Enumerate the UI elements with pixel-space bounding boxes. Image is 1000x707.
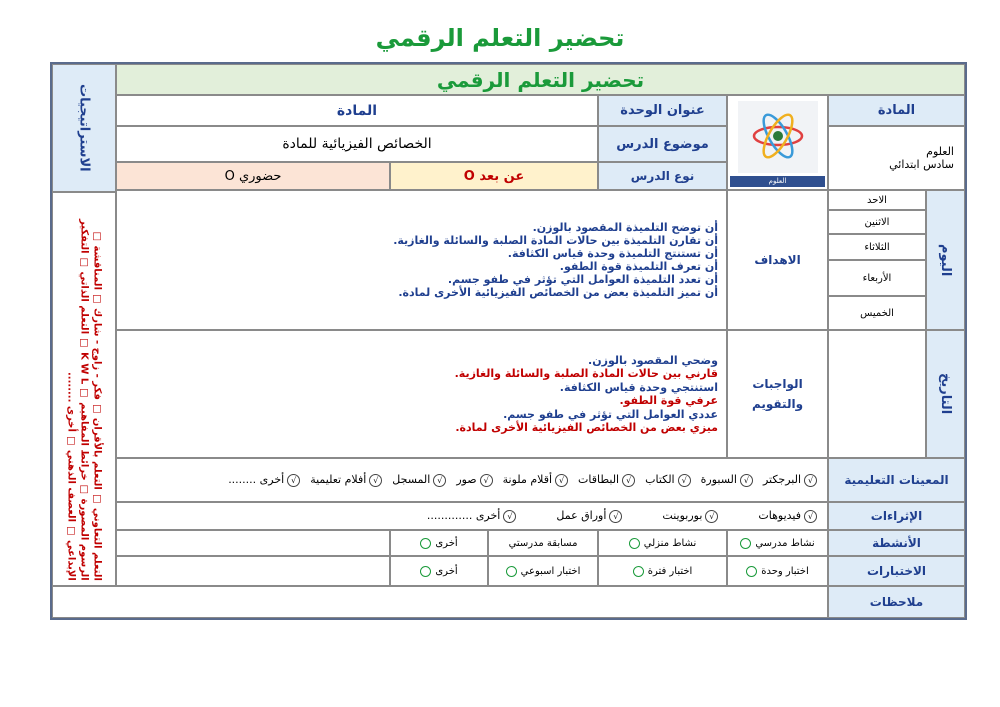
goal-line: أن توضح التلميذة المقصود بالوزن. <box>532 221 718 234</box>
resource-item[interactable]: √البرجكتر <box>763 473 817 487</box>
subject-logo <box>727 95 828 190</box>
homework-label: الواجبات والتقويم <box>727 330 828 458</box>
enrichment-item[interactable]: √بوربوينت <box>662 509 718 523</box>
check-icon: √ <box>609 510 622 523</box>
date-value[interactable] <box>828 330 926 458</box>
resource-item[interactable]: √المسجل <box>392 473 446 487</box>
check-icon: √ <box>433 474 446 487</box>
resource-item[interactable]: √الكتاب <box>645 473 691 487</box>
day-label: اليوم <box>926 190 965 330</box>
enrichment-label: الإثراءات <box>828 502 965 530</box>
unit-value: المادة <box>116 95 598 126</box>
check-icon: √ <box>804 474 817 487</box>
homework-line: عرفي قوة الطفو. <box>619 394 718 407</box>
enrichment-item[interactable]: √أخرى ............. <box>427 509 517 523</box>
check-icon: √ <box>503 510 516 523</box>
activities-label: الأنشطة <box>828 530 965 556</box>
day-item-thursday[interactable]: الخميس <box>828 296 926 330</box>
goals-content <box>116 190 727 330</box>
resources-list <box>116 458 828 502</box>
lesson-topic-label: موضوع الدرس <box>598 126 727 162</box>
resource-item[interactable]: √البطاقات <box>578 473 635 487</box>
test-item-unit[interactable]: اختبار وحدة <box>727 556 828 586</box>
page-title: تحضير التعلم الرقمي <box>375 24 625 52</box>
test-blank <box>116 556 390 586</box>
activity-item-competition[interactable]: مسابقة مدرستي <box>488 530 598 556</box>
homework-content <box>116 330 727 458</box>
strategies-list: التعلم التعاوني □ التعلم بالأقران □ فكر - زاوج - شارك □ المناقشة □ الرسوم المصورة □ خرائط المفاهيم □ K W L □ التعلم الذاتي □ التفكير الإبداعي □ العصف الذهني □ أخرى ........ <box>52 192 116 586</box>
test-item-weekly[interactable]: اختبار اسبوعي <box>488 556 598 586</box>
resource-item[interactable]: √أفلام تعليمية <box>310 473 382 487</box>
lesson-topic-value: الخصائص الفيزيائية للمادة <box>116 126 598 162</box>
notes-field[interactable] <box>52 586 828 618</box>
subject-value: العلوم سادس ابتدائي <box>828 126 965 190</box>
goal-line: أن تعدد التلميذة العوامل التي تؤثر في طفو جسم. <box>447 273 718 286</box>
test-item-term[interactable]: اختبار فترة <box>598 556 727 586</box>
resource-item[interactable]: √أخرى ........ <box>228 473 300 487</box>
resource-item[interactable]: √صور <box>456 473 492 487</box>
atom-icon <box>748 106 808 166</box>
banner-title: تحضير التعلم الرقمي <box>116 64 965 95</box>
resource-item[interactable]: √السبورة <box>701 473 753 487</box>
check-icon: √ <box>804 510 817 523</box>
lesson-type-label: نوع الدرس <box>598 162 727 190</box>
homework-line: عددي العوامل التي تؤثر في طفو جسم. <box>503 407 718 421</box>
homework-line: ميزي بعض من الخصائص الفيزيائية الأخرى لمادة. <box>455 421 718 434</box>
enrichment-item[interactable]: √فيديوهات <box>758 509 817 523</box>
goal-line: أن تستنتج التلميذة وحدة قياس الكثافة. <box>507 247 718 260</box>
tests-label: الاختبارات <box>828 556 965 586</box>
remote-option[interactable]: عن بعد O <box>390 162 598 190</box>
check-icon: √ <box>622 474 635 487</box>
check-icon: √ <box>369 474 382 487</box>
logo-caption-bar: العلوم <box>730 176 825 187</box>
homework-line: قارني بين حالات المادة الصلبة والسائلة والغازية. <box>454 367 718 380</box>
presence-option[interactable]: حضوري O <box>116 162 390 190</box>
activity-item-other[interactable]: أخرى <box>390 530 488 556</box>
day-item-monday[interactable]: الاثنين <box>828 210 926 234</box>
check-icon: √ <box>678 474 691 487</box>
resources-label: المعينات التعليمية <box>828 458 965 502</box>
activity-item-school[interactable]: نشاط مدرسي <box>727 530 828 556</box>
check-icon: √ <box>705 510 718 523</box>
activity-blank <box>116 530 390 556</box>
unit-label: عنوان الوحدة <box>598 95 727 126</box>
goal-line: أن تقارن التلميذة بين حالات المادة الصلبة والسائلة والغازية. <box>393 234 718 247</box>
check-icon: √ <box>555 474 568 487</box>
homework-line: وضحي المقصود بالوزن. <box>588 353 718 367</box>
enrichment-list <box>116 502 828 530</box>
notes-label: ملاحظات <box>828 586 965 618</box>
goals-label: الاهداف <box>727 190 828 330</box>
subject-label: المادة <box>828 95 965 126</box>
date-label: التاريخ <box>926 330 965 458</box>
goal-line: أن تميز التلميذة بعض من الخصائص الفيزيائية الأخرى لمادة. <box>398 286 718 299</box>
check-icon: √ <box>287 474 300 487</box>
test-item-other[interactable]: أخرى <box>390 556 488 586</box>
day-item-tuesday[interactable]: الثلاثاء <box>828 234 926 260</box>
activity-item-home[interactable]: نشاط منزلي <box>598 530 727 556</box>
homework-line: استنتجي وحدة قياس الكثافة. <box>559 380 718 394</box>
check-icon: √ <box>740 474 753 487</box>
enrichment-item[interactable]: √أوراق عمل <box>556 509 622 523</box>
check-icon: √ <box>480 474 493 487</box>
day-item-sunday[interactable]: الاحد <box>828 190 926 210</box>
strategies-label: الاستراتيجيات <box>52 64 116 192</box>
day-item-wednesday[interactable]: الأربعاء <box>828 260 926 296</box>
goal-line: أن تعرف التلميذة قوة الطفو. <box>559 260 718 273</box>
resource-item[interactable]: √أقلام ملونة <box>503 473 568 487</box>
